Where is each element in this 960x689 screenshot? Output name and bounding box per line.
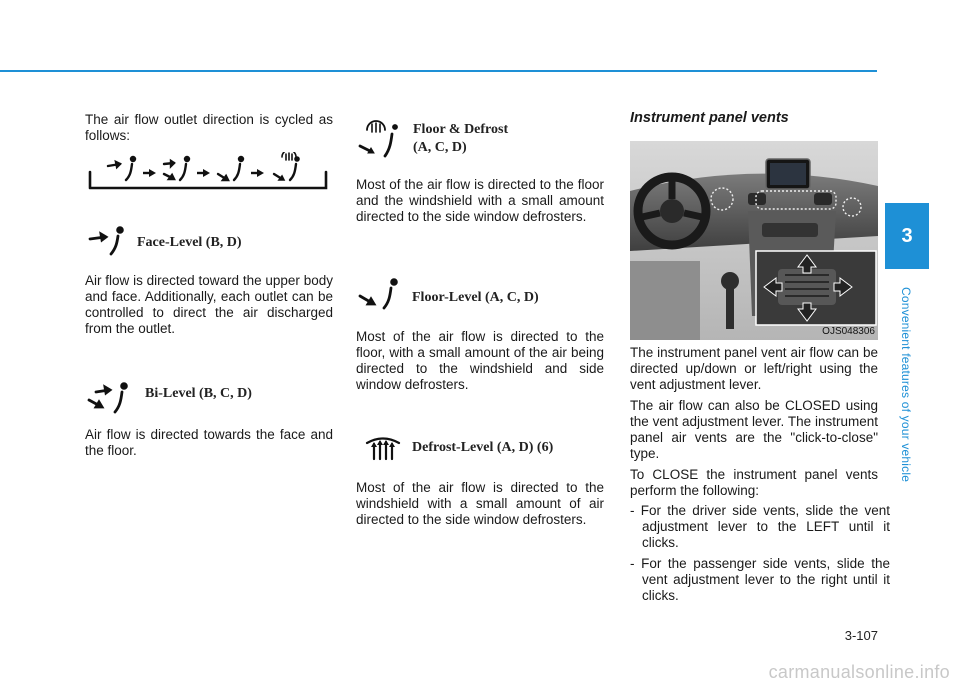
watermark: carmanualsonline.info: [768, 662, 950, 682]
cycle-floor-level-icon: [218, 157, 243, 180]
cycle-arrow-head-3: [257, 169, 264, 177]
chapter-title: Convenient features of your vehicle: [899, 287, 913, 483]
bi-level-label: Bi-Level (B, C, D): [145, 386, 252, 401]
floor-level-icon: [357, 278, 407, 310]
dashboard-illustration: [630, 141, 878, 340]
driver-side-step: - For the driver side vents, slide the vent adjustment lever to the LEFT until it clicks.: [630, 503, 890, 550]
vent-close-text: The air flow can also be CLOSED using the vent adjustment lever. The instrument panel air vents are the "click-to-close" type.: [630, 398, 878, 461]
floor-defrost-text: Most of the air flow is directed to the floor and the windshield with a small amount directed to the side window defrosters.: [356, 177, 604, 224]
floor-defrost-label: [413, 121, 508, 157]
photo-code: OJS048306: [822, 326, 875, 337]
face-level-icon: [86, 226, 130, 256]
cycle-bi-level-icon: [164, 157, 189, 180]
cycle-intro-text: The air flow outlet direction is cycled as follows:: [85, 112, 333, 143]
cycle-floor-defrost-icon: [274, 152, 299, 180]
floor-level-label: Floor-Level (A, C, D): [412, 290, 539, 305]
page-number: 3-107: [844, 628, 878, 643]
vent-close-steps-intro: To CLOSE the instrument panel vents perform the following:: [630, 467, 878, 498]
chapter-number-tab: 3: [885, 203, 929, 269]
cycle-arrow-head-2: [203, 169, 210, 177]
face-level-text: Air flow is directed toward the upper body and face. Additionally, each outlet can be controlled to direct the air discharged from the outlet.: [85, 273, 333, 336]
face-level-label: Face-Level (B, D): [137, 235, 242, 250]
floor-defrost-label-line2: (A, C, D): [413, 140, 467, 155]
bi-level-icon: [86, 380, 136, 414]
vent-direction-text: The instrument panel vent air flow can be directed up/down or left/right using the vent adjustment lever.: [630, 345, 878, 392]
cycle-face-level-icon: [108, 157, 135, 180]
floor-defrost-label-line1: Floor & Defrost: [413, 122, 509, 137]
cycle-arrow-head-1: [149, 169, 156, 177]
defrost-level-text: Most of the air flow is directed to the windshield with a small amount of air directed to the side window defrosters.: [356, 480, 604, 527]
airflow-cycle-diagram: [86, 152, 332, 192]
defrost-level-icon: [364, 433, 404, 463]
header-rule: [0, 70, 877, 72]
passenger-side-step: - For the passenger side vents, slide the vent adjustment lever to the right until it clicks.: [630, 556, 890, 603]
dashboard-photo: [630, 141, 878, 340]
defrost-level-label: Defrost-Level (A, D) (6): [412, 440, 554, 455]
floor-defrost-icon: [357, 118, 407, 158]
floor-level-text: Most of the air flow is directed to the floor, with a small amount of the air being directed to the windshield and side window defrosters.: [356, 329, 604, 392]
bi-level-text: Air flow is directed towards the face and the floor.: [85, 427, 333, 458]
section-title-instrument-panel-vents: Instrument panel vents: [630, 110, 789, 126]
